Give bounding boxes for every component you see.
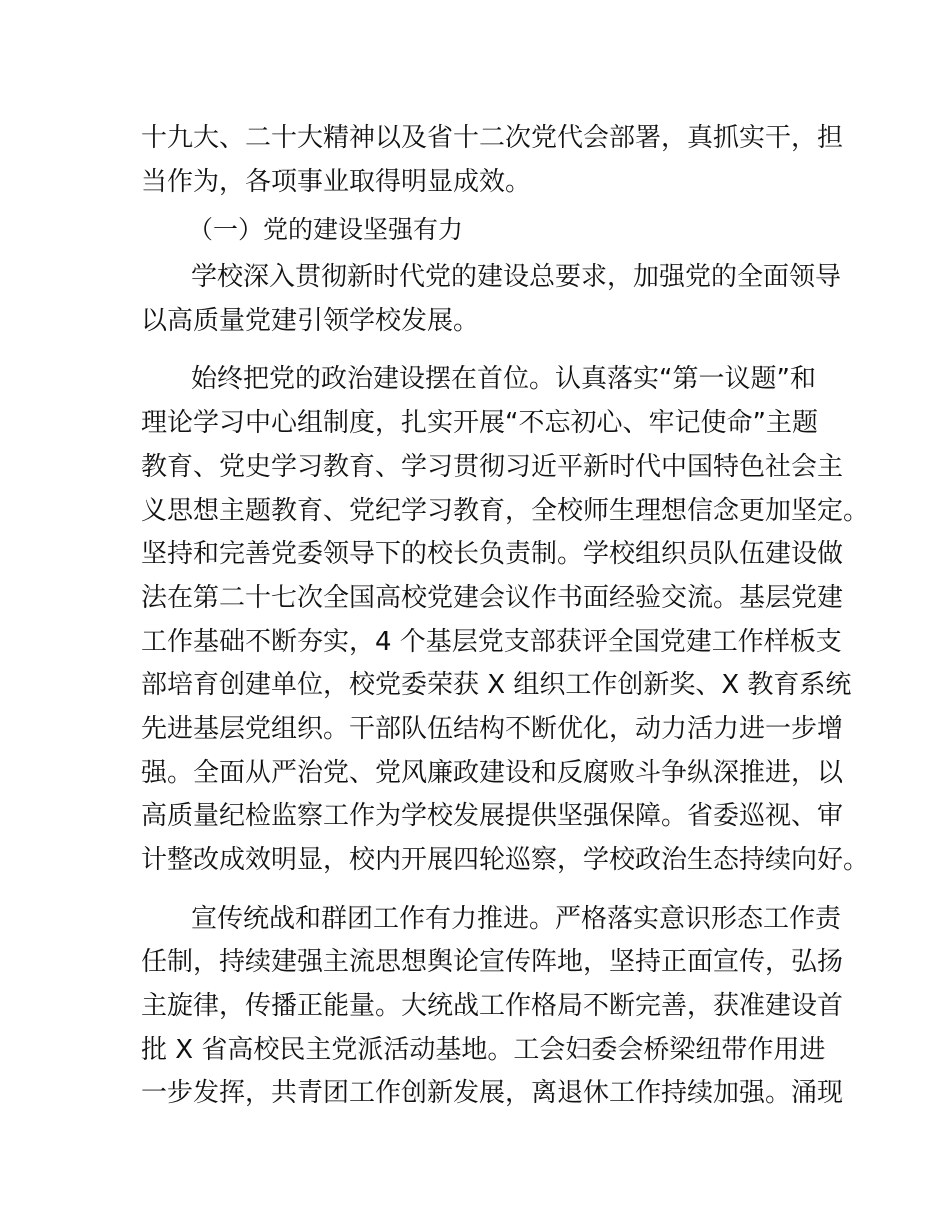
text-line: 学校深入贯彻新时代党的建设总要求，加强党的全面领导 [191, 262, 842, 293]
text-line: 一步发挥，共青团工作创新发展，离退休工作持续加强。涌现 [141, 1078, 844, 1109]
text-line: 主旋律，传播正能量。大统战工作格局不断完善，获准建设首 [141, 991, 844, 1022]
text-line: 法在第二十七次全国高校党建会议作书面经验交流。基层党建 [141, 582, 844, 613]
text-line: 工作基础不断夯实，4 个基层党支部获评全国党建工作样板支 [141, 626, 842, 657]
text-line: 批 X 省高校民主党派活动基地。工会妇委会桥梁纽带作用进 [141, 1034, 826, 1065]
text-line: 强。全面从严治党、党风廉政建设和反腐败斗争纵深推进，以 [141, 757, 844, 788]
paragraph-political-construction [141, 358, 870, 882]
paragraph-party-building-overview [141, 256, 842, 343]
text-line: 任制，持续建强主流思想舆论宣传阵地，坚持正面宣传，弘扬 [141, 947, 844, 978]
text-line: 高质量纪检监察工作为学校发展提供坚强保障。省委巡视、审 [141, 801, 844, 832]
section-heading: （一）党的建设坚强有力 [188, 215, 464, 245]
text-line: 部培育创建单位，校党委荣获 X 组织工作创新奖、X 教育系统 [141, 670, 852, 701]
text-line: 先进基层党组织。干部队伍结构不断优化，动力活力进一步增 [141, 713, 844, 744]
text-line: 理论学习中心组制度，扎实开展“不忘初心、牢记使命”主题 [141, 408, 818, 439]
document-body [141, 117, 870, 1116]
intro-paragraph [141, 117, 844, 204]
paragraph-publicity-united-front [141, 898, 844, 1116]
text-line: 计整改成效明显，校内开展四轮巡察，学校政治生态持续向好。 [141, 845, 870, 875]
text-line: 当作为，各项事业取得明显成效。 [141, 166, 532, 197]
text-line: 以高质量党建引领学校发展。 [141, 305, 480, 336]
text-line: 坚持和完善党委领导下的校长负责制。学校组织员队伍建设做 [141, 539, 844, 570]
text-line: 教育、党史学习教育、学习贯彻习近平新时代中国特色社会主 [141, 451, 844, 482]
text-line: 十九大、二十大精神以及省十二次党代会部署，真抓实干，担 [141, 123, 844, 153]
text-line: 宣传统战和群团工作有力推进。严格落实意识形态工作责 [191, 903, 842, 934]
text-line: 义思想主题教育、党纪学习教育，全校师生理想信念更加坚定。 [141, 495, 870, 526]
text-line: 始终把党的政治建设摆在首位。认真落实“第一议题”和 [191, 364, 816, 395]
